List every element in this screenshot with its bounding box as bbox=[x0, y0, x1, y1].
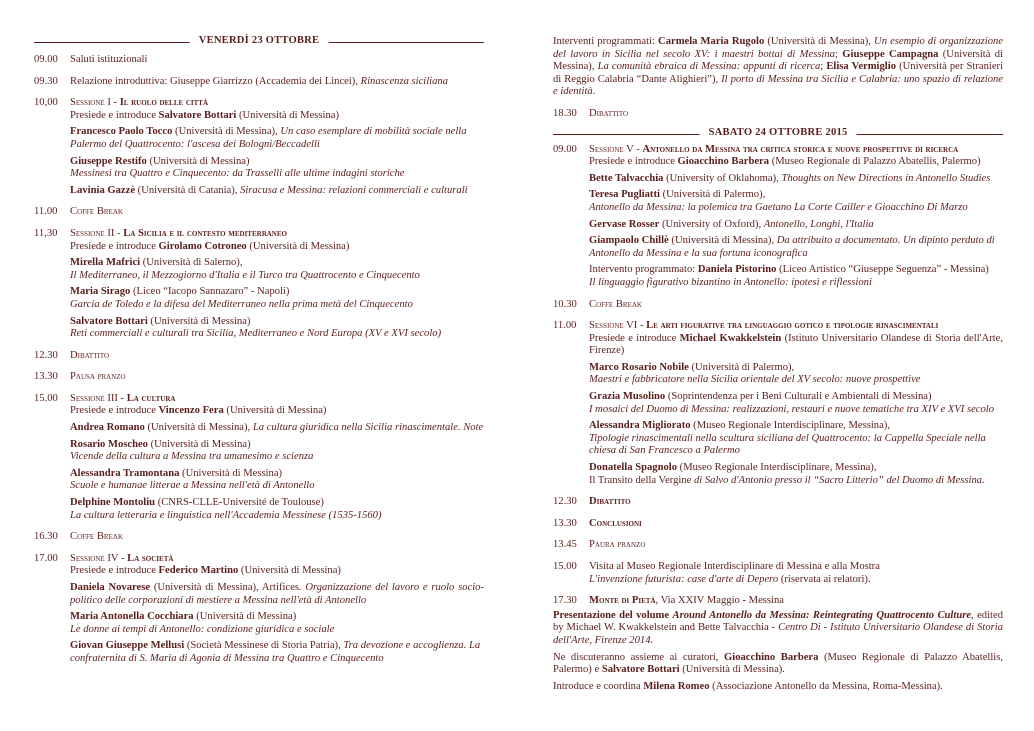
schedule-row bbox=[553, 518, 1003, 531]
talk: Grazia Musolino (Soprintendenza per i Beni Culturali e Ambientali di Messina) I mosaici del Duomo di Messina: realizzazioni, restauri e nuove tematiche tra XIV e XVI secolo bbox=[589, 391, 995, 415]
schedule-row bbox=[34, 531, 484, 544]
session-title: Sessione VI - Le arti figurative tra linguaggio gotico e tipologie rinascimentali bbox=[589, 320, 939, 332]
book-presentation: Presentazione del volume Around Antonello da Messina: Reintegrating Quattrocento Culture, edited by Michael W. Kwakkelstein and Bette Talvacchia - Centro Di - Istituto Universitario Olandese di Storia dell'Arte, Firenze 2014. bbox=[553, 609, 1003, 646]
talk: Bette Talvacchia (University of Oklahoma), Thoughts on New Directions in Antonello Studies bbox=[589, 172, 991, 184]
break-label: Pausa pranzo bbox=[70, 371, 126, 383]
venue-text: Monte di Pietà, Via XXIV Maggio - Messina bbox=[589, 595, 784, 607]
time: 13.30 bbox=[553, 517, 577, 529]
programmed-interventions: Interventi programmati: Carmela Maria Rugolo (Università di Messina), Un esempio di organizzazione del lavoro in Sicilia nel secolo XV: i maestri bottai di Messina; Giuseppe Campagna (Università di Messina), La comunità ebraica di Messina: appunti di ricerca; Elisa Vermiglio (Università per Stranieri di Reggio Calabria “Dante Alighieri”), Il porto di Messina tra Sicilia e Calabria: uno spazio di relazione e identità. bbox=[553, 36, 1004, 98]
schedule-row bbox=[553, 539, 1003, 552]
left-column bbox=[34, 34, 484, 675]
time: 09.30 bbox=[34, 75, 58, 87]
session-title: Sessione IV - La società bbox=[70, 552, 174, 564]
entry-text: Saluti istituzionali bbox=[70, 54, 148, 65]
day-title: VENERDÌ 23 OTTOBRE bbox=[190, 35, 329, 48]
talk: Daniela Novarese (Università di Messina), Artifices. Organizzazione del lavoro e ruolo socio-politico delle corporazioni di mestiere a Messina nell'età di Antonello bbox=[70, 582, 484, 606]
talk: Marco Rosario Nobile (Università di Palermo), Maestri e fabbricatore nella Sicilia orientale del XV secolo: nuove prospettive bbox=[589, 361, 921, 386]
talk: Andrea Romano (Università di Messina), La cultura giuridica nella Sicilia rinascimentale. Note bbox=[70, 422, 484, 434]
talk: Francesco Paolo Tocco (Università di Messina), Un caso esemplare di mobilità sociale nella Palermo del Quattrocento: l'ascesa dei Bologni/Beccadelli bbox=[70, 126, 467, 150]
day-title: SABATO 24 OTTOBRE 2015 bbox=[700, 127, 857, 140]
schedule-row bbox=[34, 350, 484, 363]
entry-text: Relazione introduttiva: Giuseppe Giarrizzo (Accademia dei Lincei), Rinascenza siciliana bbox=[70, 75, 449, 87]
session-chair: Presiede e introduce Vincenzo Fera (Università di Messina) bbox=[70, 405, 327, 417]
break-label: Paura pranzo bbox=[589, 539, 646, 551]
session-block bbox=[553, 320, 1003, 487]
break-label: Coffe Break bbox=[70, 531, 123, 543]
time: 11.00 bbox=[34, 206, 58, 218]
talk: Delphine Montoliu (CNRS-CLLE-Université de Toulouse) La cultura letteraria e linguistica nell'Accademia Messinese (1535-1560) bbox=[70, 497, 382, 521]
session-block bbox=[34, 393, 484, 522]
talk: Alessandra Tramontana (Università di Messina) Scuole e humanae litterae a Messina nell'età di Antonello bbox=[70, 467, 315, 492]
talk: Teresa Pugliatti (Università di Palermo), Antonello da Messina: la polemica tra Gaetano La Corte Cailler e Gioacchino Di Marzo bbox=[589, 189, 968, 213]
time: 17.30 bbox=[553, 595, 577, 607]
programmed-intervention: Intervento programmato: Daniela Pistorino (Liceo Artistico “Giuseppe Seguenza” - Messina) Il linguaggio figurativo bizantino in Antonello: ipotesi e riflessioni bbox=[589, 264, 989, 288]
time: 13.30 bbox=[34, 371, 58, 383]
talk: Giampaolo Chillè (Università di Messina), Da attribuito a documentato. Un dipinto perduto di Antonello da Messina e la sua fortuna iconografica bbox=[589, 235, 995, 259]
break-label: Coffe Break bbox=[589, 298, 642, 310]
time: 10.30 bbox=[553, 298, 577, 310]
talk: Giuseppe Restifo (Università di Messina) Messinesi tra Quattro e Cinquecento: da Trasselli alle ultime indagini storiche bbox=[70, 155, 405, 180]
time: 16.30 bbox=[34, 531, 58, 543]
talk: Mirella Mafrici (Università di Salerno), Il Mediterraneo, il Mezzogiorno d'Italia e il Turco tra Quattrocento e Cinquecento bbox=[70, 257, 420, 281]
session-block bbox=[34, 97, 484, 197]
session-chair: Presiede e introduce Girolamo Cotroneo (Università di Messina) bbox=[70, 240, 350, 252]
talk: Maria Antonella Cocchiara (Università di Messina) Le donne ai tempi di Antonello: condizione giuridica e sociale bbox=[70, 611, 335, 635]
schedule-row bbox=[553, 595, 1003, 608]
talk: Lavinia Gazzè (Università di Catania), Siracusa e Messina: relazioni commerciali e culturali bbox=[70, 184, 468, 196]
session-block bbox=[34, 553, 484, 666]
talk: Donatella Spagnolo (Museo Regionale Interdisciplinare, Messina), Il Transito della Vergine di Salvo d'Antonio presso il “Sacro Litterio” del Duomo di Messina. bbox=[589, 462, 985, 486]
time: 10,00 bbox=[34, 97, 58, 109]
coordinator: Introduce e coordina Milena Romeo (Associazione Antonello da Messina, Roma-Messina). bbox=[553, 680, 943, 692]
schedule-row bbox=[553, 108, 1003, 121]
talk: Salvatore Bottari (Università di Messina) Reti commerciali e culturali tra Sicilia, Mediterraneo e Nord Europa (XV e XVI secolo) bbox=[70, 315, 442, 340]
time: 18.30 bbox=[553, 107, 577, 119]
schedule-row bbox=[553, 561, 1003, 586]
schedule-row bbox=[553, 496, 1003, 509]
time: 09.00 bbox=[34, 54, 58, 65]
time: 11,30 bbox=[34, 227, 58, 239]
session-block bbox=[553, 144, 1003, 290]
session-chair: Presiede e introduce Salvatore Bottari (Università di Messina) bbox=[70, 109, 340, 121]
session-title: Sessione II - La Sicilia e il contesto mediterraneo bbox=[70, 227, 287, 239]
break-label: Conclusioni bbox=[589, 517, 642, 529]
break-label: Coffe Break bbox=[70, 206, 123, 218]
time: 15.00 bbox=[34, 392, 58, 404]
schedule-row bbox=[553, 299, 1003, 312]
time: 12.30 bbox=[34, 349, 58, 361]
talk: Alessandra Migliorato (Museo Regionale Interdisciplinare, Messina), Tipologie rinascimentali nella scultura siciliana del Quattrocento: la Cappella Speciale nella chiesa di San Francesco a Palermo bbox=[589, 420, 986, 457]
schedule-row bbox=[34, 76, 484, 89]
schedule-row bbox=[34, 371, 484, 384]
schedule-row bbox=[34, 206, 484, 219]
visit-text: Visita al Museo Regionale Interdisciplinare di Messina e alla Mostra L'invenzione futurista: case d'arte di Depero (riservata ai relatori). bbox=[589, 561, 880, 585]
talk: Rosario Moscheo (Università di Messina) Vicende della cultura a Messina tra umanesimo e scienza bbox=[70, 438, 314, 463]
session-title: Sessione III - La cultura bbox=[70, 392, 176, 404]
time: 13.45 bbox=[553, 539, 577, 551]
break-label: Dibattito bbox=[589, 107, 629, 119]
time: 12.30 bbox=[553, 496, 577, 508]
time: 15.00 bbox=[553, 561, 577, 572]
time: 17.00 bbox=[34, 552, 58, 564]
session-chair: Presiede e introduce Federico Martino (Università di Messina) bbox=[70, 565, 341, 577]
schedule-row bbox=[34, 54, 484, 67]
talk: Gervase Rosser (University of Oxford), Antonello, Longhi, l'Italia bbox=[589, 218, 874, 230]
session-chair: Presiede e introduce Gioacchino Barbera (Museo Regionale di Palazzo Abatellis, Palermo) bbox=[589, 156, 981, 168]
talk: Giovan Giuseppe Mellusi (Società Messinese di Storia Patria), Tra devozione e accoglienza. La confraternita di S. Maria di Agonia di Messina tra Quattro e Cinquecento bbox=[70, 640, 481, 664]
break-label: Dibattito bbox=[70, 349, 110, 361]
session-title: Sessione V - Antonello da Messina tra critica storica e nuove prospettive di ricerca bbox=[589, 143, 959, 155]
time: 09.00 bbox=[553, 143, 577, 155]
break-label: Dibattito bbox=[589, 496, 631, 508]
day-header-friday bbox=[34, 34, 484, 48]
session-block bbox=[34, 228, 484, 341]
time: 11.00 bbox=[553, 320, 577, 332]
session-title: Sessione I - Il ruolo delle città bbox=[70, 97, 208, 109]
session-chair: Presiede e introduce Michael Kwakkelstein (Istituto Universitario Olandese di Storia dell'Arte, Firenze) bbox=[589, 332, 1004, 357]
right-column bbox=[553, 36, 1003, 693]
talk: Maria Sirago (Liceo “Iacopo Sannazaro” - Napoli) Garcia de Toledo e la difesa del Mediterraneo nella prima metà del Cinquecento bbox=[70, 286, 413, 310]
day-header-saturday bbox=[553, 126, 1003, 140]
discussants: Ne discuteranno assieme ai curatori, Gioacchino Barbera (Museo Regionale di Palazzo Abatellis, Palermo) e Salvatore Bottari (Università di Messina). bbox=[553, 651, 1003, 676]
